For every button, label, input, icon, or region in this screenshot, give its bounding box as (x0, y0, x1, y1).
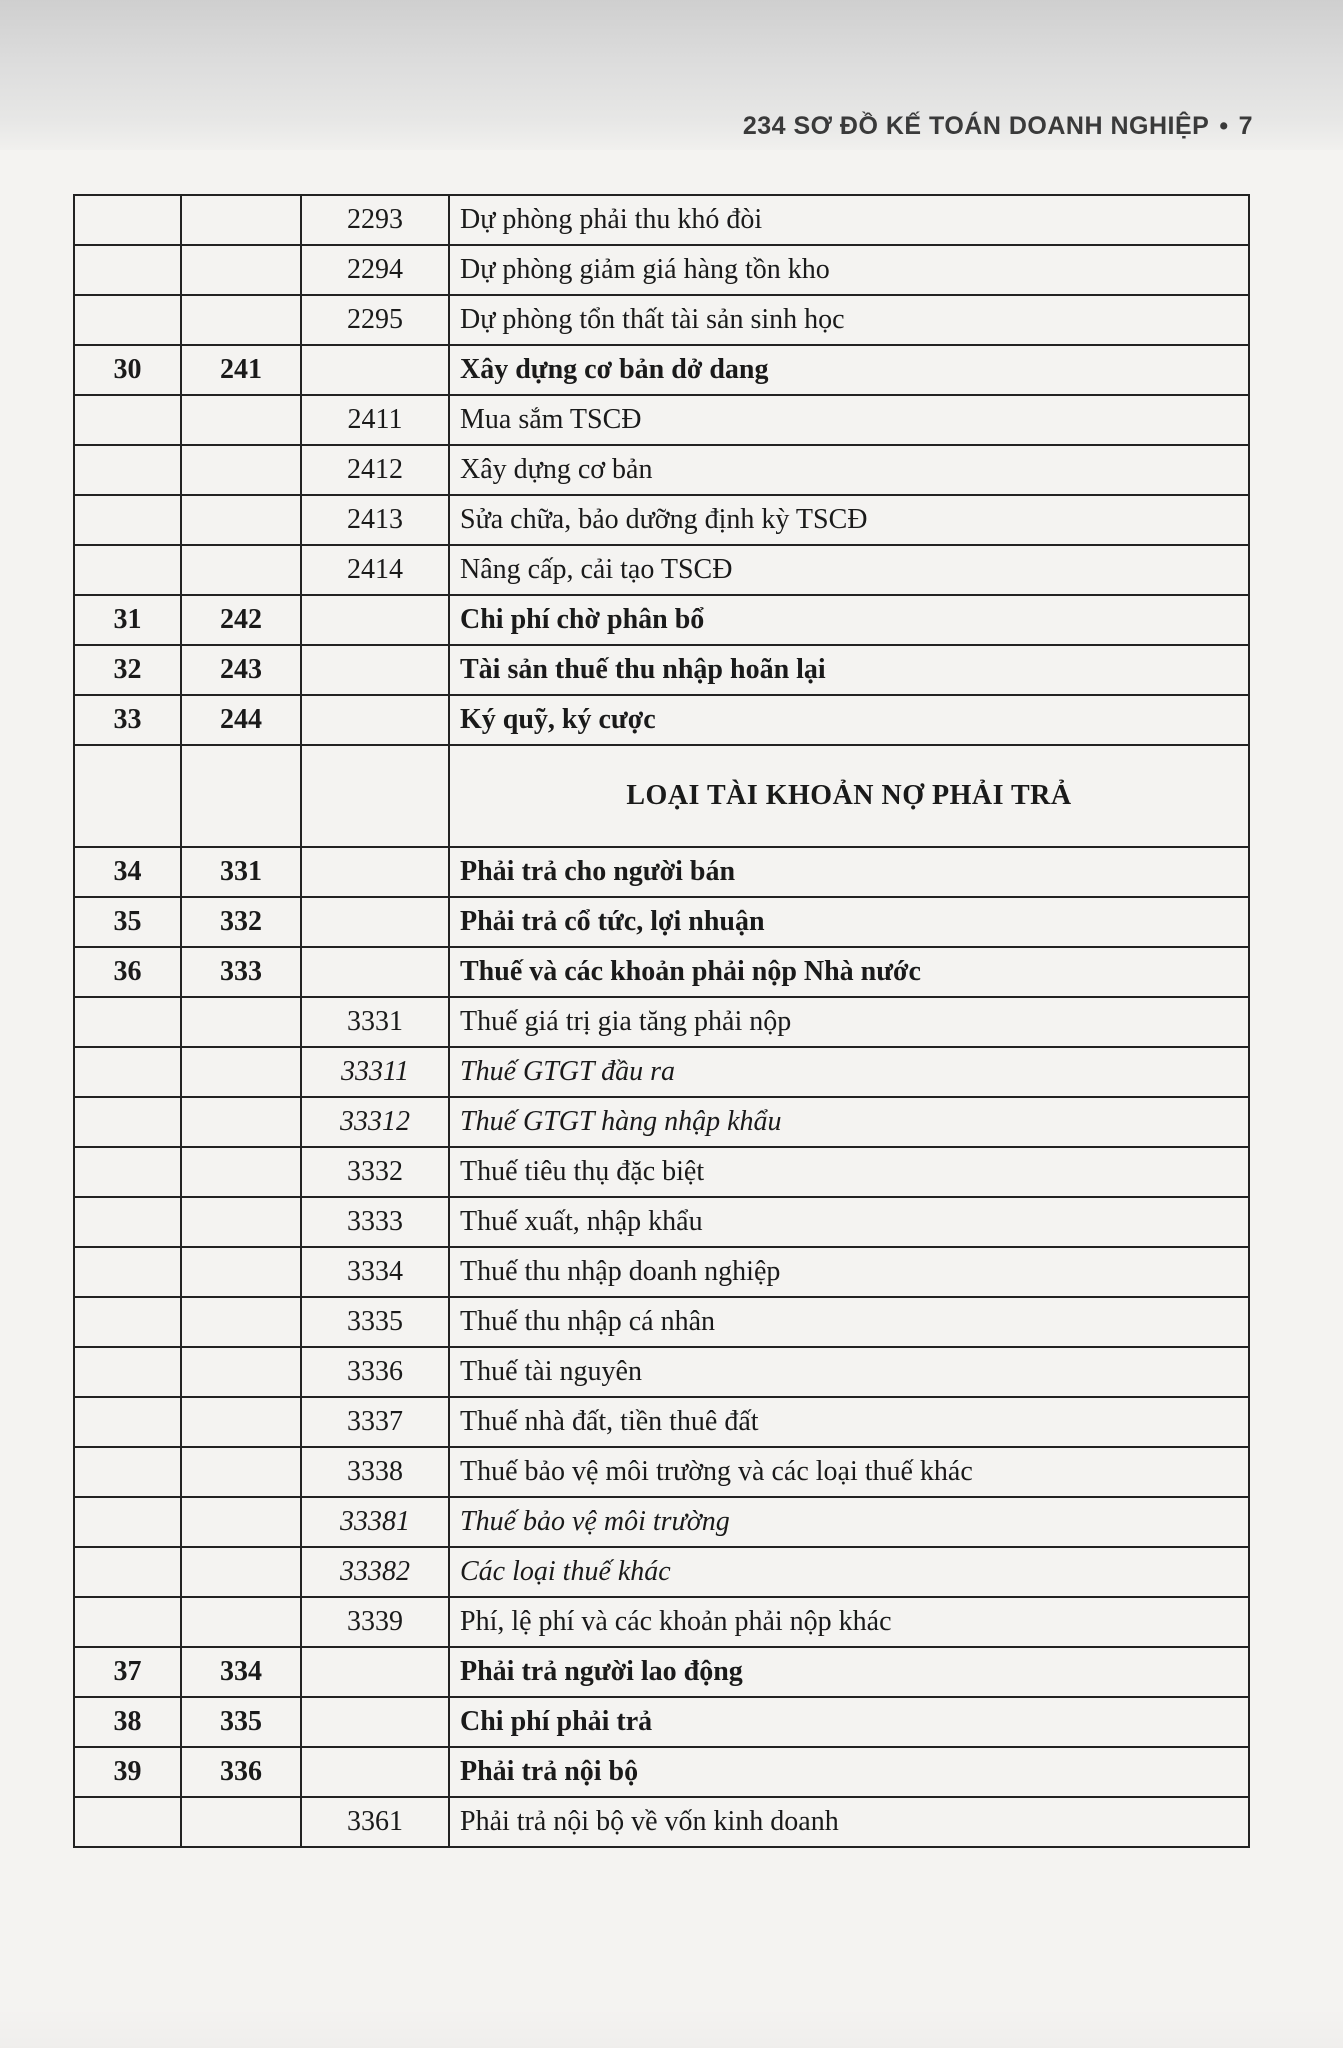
row-number-cell (74, 395, 181, 445)
row-number-cell (74, 1397, 181, 1447)
level1-account-cell (181, 1397, 301, 1447)
row-number-cell (74, 745, 181, 847)
level2-account-cell: 3337 (301, 1397, 449, 1447)
account-row (74, 195, 1249, 245)
account-row (74, 1547, 1249, 1597)
level1-account-cell (181, 445, 301, 495)
level2-account-cell: 2414 (301, 545, 449, 595)
level1-account-cell: 335 (181, 1697, 301, 1747)
level2-account-cell: 33311 (301, 1047, 449, 1097)
row-number-cell: 31 (74, 595, 181, 645)
level2-account-cell (301, 897, 449, 947)
row-number-cell: 37 (74, 1647, 181, 1697)
level2-account-cell: 3336 (301, 1347, 449, 1397)
account-row (74, 395, 1249, 445)
row-number-cell (74, 1347, 181, 1397)
row-number-cell (74, 1547, 181, 1597)
level2-account-cell (301, 345, 449, 395)
level1-account-cell: 332 (181, 897, 301, 947)
level2-account-cell: 3331 (301, 997, 449, 1047)
account-row (74, 1797, 1249, 1847)
row-number-cell (74, 1097, 181, 1147)
level1-account-cell (181, 1047, 301, 1097)
row-number-cell (74, 245, 181, 295)
row-number-cell: 34 (74, 847, 181, 897)
account-row (74, 1297, 1249, 1347)
level1-account-cell (181, 1147, 301, 1197)
account-row (74, 345, 1249, 395)
account-row (74, 1197, 1249, 1247)
account-name-cell: Dự phòng phải thu khó đòi (449, 195, 1249, 245)
account-name-cell: Nâng cấp, cải tạo TSCĐ (449, 545, 1249, 595)
account-name-cell: Thuế xuất, nhập khẩu (449, 1197, 1249, 1247)
page-bottom (0, 2008, 1343, 2048)
level1-account-cell (181, 1447, 301, 1497)
row-number-cell (74, 495, 181, 545)
account-name-cell: Dự phòng giảm giá hàng tồn kho (449, 245, 1249, 295)
account-row (74, 997, 1249, 1047)
level2-account-cell: 3335 (301, 1297, 449, 1347)
row-number-cell (74, 445, 181, 495)
level2-account-cell (301, 1697, 449, 1747)
level2-account-cell (301, 695, 449, 745)
level2-account-cell (301, 947, 449, 997)
account-name-cell: Thuế tài nguyên (449, 1347, 1249, 1397)
level1-account-cell (181, 395, 301, 445)
account-row (74, 897, 1249, 947)
account-name-cell: Thuế GTGT đầu ra (449, 1047, 1249, 1097)
level1-account-cell (181, 1597, 301, 1647)
level1-account-cell: 333 (181, 947, 301, 997)
level1-account-cell: 244 (181, 695, 301, 745)
row-number-cell (74, 545, 181, 595)
row-number-cell: 32 (74, 645, 181, 695)
row-number-cell (74, 1197, 181, 1247)
level2-account-cell: 33382 (301, 1547, 449, 1597)
level2-account-cell: 3338 (301, 1447, 449, 1497)
level2-account-cell: 2294 (301, 245, 449, 295)
account-row (74, 1097, 1249, 1147)
level2-account-cell: 2412 (301, 445, 449, 495)
account-name-cell: LOẠI TÀI KHOẢN NỢ PHẢI TRẢ (449, 745, 1249, 847)
row-number-cell: 30 (74, 345, 181, 395)
row-number-cell: 33 (74, 695, 181, 745)
account-name-cell: Phải trả nội bộ (449, 1747, 1249, 1797)
table-body (74, 195, 1249, 1847)
account-name-cell: Phải trả cho người bán (449, 847, 1249, 897)
account-name-cell: Thuế và các khoản phải nộp Nhà nước (449, 947, 1249, 997)
account-row (74, 1247, 1249, 1297)
level1-account-cell (181, 1247, 301, 1297)
account-row (74, 1647, 1249, 1697)
level2-account-cell (301, 847, 449, 897)
account-row (74, 1697, 1249, 1747)
account-row (74, 295, 1249, 345)
level1-account-cell: 242 (181, 595, 301, 645)
row-number-cell (74, 1297, 181, 1347)
account-row (74, 695, 1249, 745)
account-name-cell: Phí, lệ phí và các khoản phải nộp khác (449, 1597, 1249, 1647)
level1-account-cell (181, 1297, 301, 1347)
account-row (74, 445, 1249, 495)
row-number-cell (74, 1147, 181, 1197)
row-number-cell: 36 (74, 947, 181, 997)
level2-account-cell: 2411 (301, 395, 449, 445)
row-number-cell (74, 1797, 181, 1847)
level2-account-cell (301, 595, 449, 645)
level2-account-cell: 2293 (301, 195, 449, 245)
row-number-cell: 38 (74, 1697, 181, 1747)
level1-account-cell: 331 (181, 847, 301, 897)
running-head (743, 112, 1253, 141)
level1-account-cell (181, 1097, 301, 1147)
account-name-cell: Phải trả người lao động (449, 1647, 1249, 1697)
level2-account-cell (301, 1647, 449, 1697)
level2-account-cell: 3334 (301, 1247, 449, 1297)
level2-account-cell: 3333 (301, 1197, 449, 1247)
row-number-cell (74, 195, 181, 245)
account-name-cell: Chi phí phải trả (449, 1697, 1249, 1747)
account-row (74, 1597, 1249, 1647)
level1-account-cell (181, 1797, 301, 1847)
account-name-cell: Phải trả nội bộ về vốn kinh doanh (449, 1797, 1249, 1847)
account-name-cell: Thuế nhà đất, tiền thuê đất (449, 1397, 1249, 1447)
account-row (74, 1447, 1249, 1497)
account-name-cell: Thuế GTGT hàng nhập khẩu (449, 1097, 1249, 1147)
account-row (74, 947, 1249, 997)
level1-account-cell (181, 1197, 301, 1247)
account-name-cell: Ký quỹ, ký cược (449, 695, 1249, 745)
account-name-cell: Thuế giá trị gia tăng phải nộp (449, 997, 1249, 1047)
account-row (74, 545, 1249, 595)
row-number-cell (74, 1047, 181, 1097)
account-name-cell: Thuế thu nhập cá nhân (449, 1297, 1249, 1347)
account-row (74, 1497, 1249, 1547)
level1-account-cell (181, 295, 301, 345)
account-name-cell: Thuế thu nhập doanh nghiệp (449, 1247, 1249, 1297)
row-number-cell (74, 1597, 181, 1647)
account-row (74, 1047, 1249, 1097)
account-row (74, 1147, 1249, 1197)
account-row (74, 1747, 1249, 1797)
section-heading-row (74, 745, 1249, 847)
account-name-cell: Tài sản thuế thu nhập hoãn lại (449, 645, 1249, 695)
account-name-cell: Thuế bảo vệ môi trường và các loại thuế khác (449, 1447, 1249, 1497)
level2-account-cell: 3361 (301, 1797, 449, 1847)
level2-account-cell (301, 645, 449, 695)
level1-account-cell: 336 (181, 1747, 301, 1797)
level2-account-cell (301, 745, 449, 847)
level1-account-cell (181, 545, 301, 595)
account-row (74, 645, 1249, 695)
book-title: 234 SƠ ĐỒ KẾ TOÁN DOANH NGHIỆP (742, 112, 1210, 140)
level1-account-cell: 334 (181, 1647, 301, 1697)
level2-account-cell: 33312 (301, 1097, 449, 1147)
level2-account-cell: 3339 (301, 1597, 449, 1647)
account-name-cell: Chi phí chờ phân bổ (449, 595, 1249, 645)
level1-account-cell (181, 1497, 301, 1547)
account-name-cell: Sửa chữa, bảo dưỡng định kỳ TSCĐ (449, 495, 1249, 545)
level2-account-cell: 3332 (301, 1147, 449, 1197)
level2-account-cell: 33381 (301, 1497, 449, 1547)
row-number-cell (74, 1247, 181, 1297)
account-row (74, 245, 1249, 295)
header-separator: • (1219, 112, 1229, 140)
level1-account-cell (181, 997, 301, 1047)
row-number-cell (74, 295, 181, 345)
account-row (74, 1347, 1249, 1397)
level2-account-cell: 2413 (301, 495, 449, 545)
account-name-cell: Thuế tiêu thụ đặc biệt (449, 1147, 1249, 1197)
page-number: 7 (1238, 112, 1253, 140)
level2-account-cell: 2295 (301, 295, 449, 345)
account-name-cell: Mua sắm TSCĐ (449, 395, 1249, 445)
level1-account-cell (181, 1347, 301, 1397)
level1-account-cell: 241 (181, 345, 301, 395)
account-row (74, 595, 1249, 645)
level1-account-cell (181, 195, 301, 245)
account-name-cell: Dự phòng tổn thất tài sản sinh học (449, 295, 1249, 345)
account-name-cell: Phải trả cổ tức, lợi nhuận (449, 897, 1249, 947)
row-number-cell (74, 1447, 181, 1497)
account-name-cell: Các loại thuế khác (449, 1547, 1249, 1597)
level1-account-cell (181, 495, 301, 545)
account-row (74, 495, 1249, 545)
row-number-cell: 39 (74, 1747, 181, 1797)
level1-account-cell (181, 1547, 301, 1597)
level2-account-cell (301, 1747, 449, 1797)
chart-of-accounts-table (73, 194, 1250, 1848)
account-row (74, 1397, 1249, 1447)
account-row (74, 847, 1249, 897)
row-number-cell (74, 1497, 181, 1547)
row-number-cell: 35 (74, 897, 181, 947)
account-name-cell: Xây dựng cơ bản (449, 445, 1249, 495)
account-name-cell: Xây dựng cơ bản dở dang (449, 345, 1249, 395)
account-name-cell: Thuế bảo vệ môi trường (449, 1497, 1249, 1547)
row-number-cell (74, 997, 181, 1047)
level1-account-cell (181, 245, 301, 295)
level1-account-cell: 243 (181, 645, 301, 695)
level1-account-cell (181, 745, 301, 847)
